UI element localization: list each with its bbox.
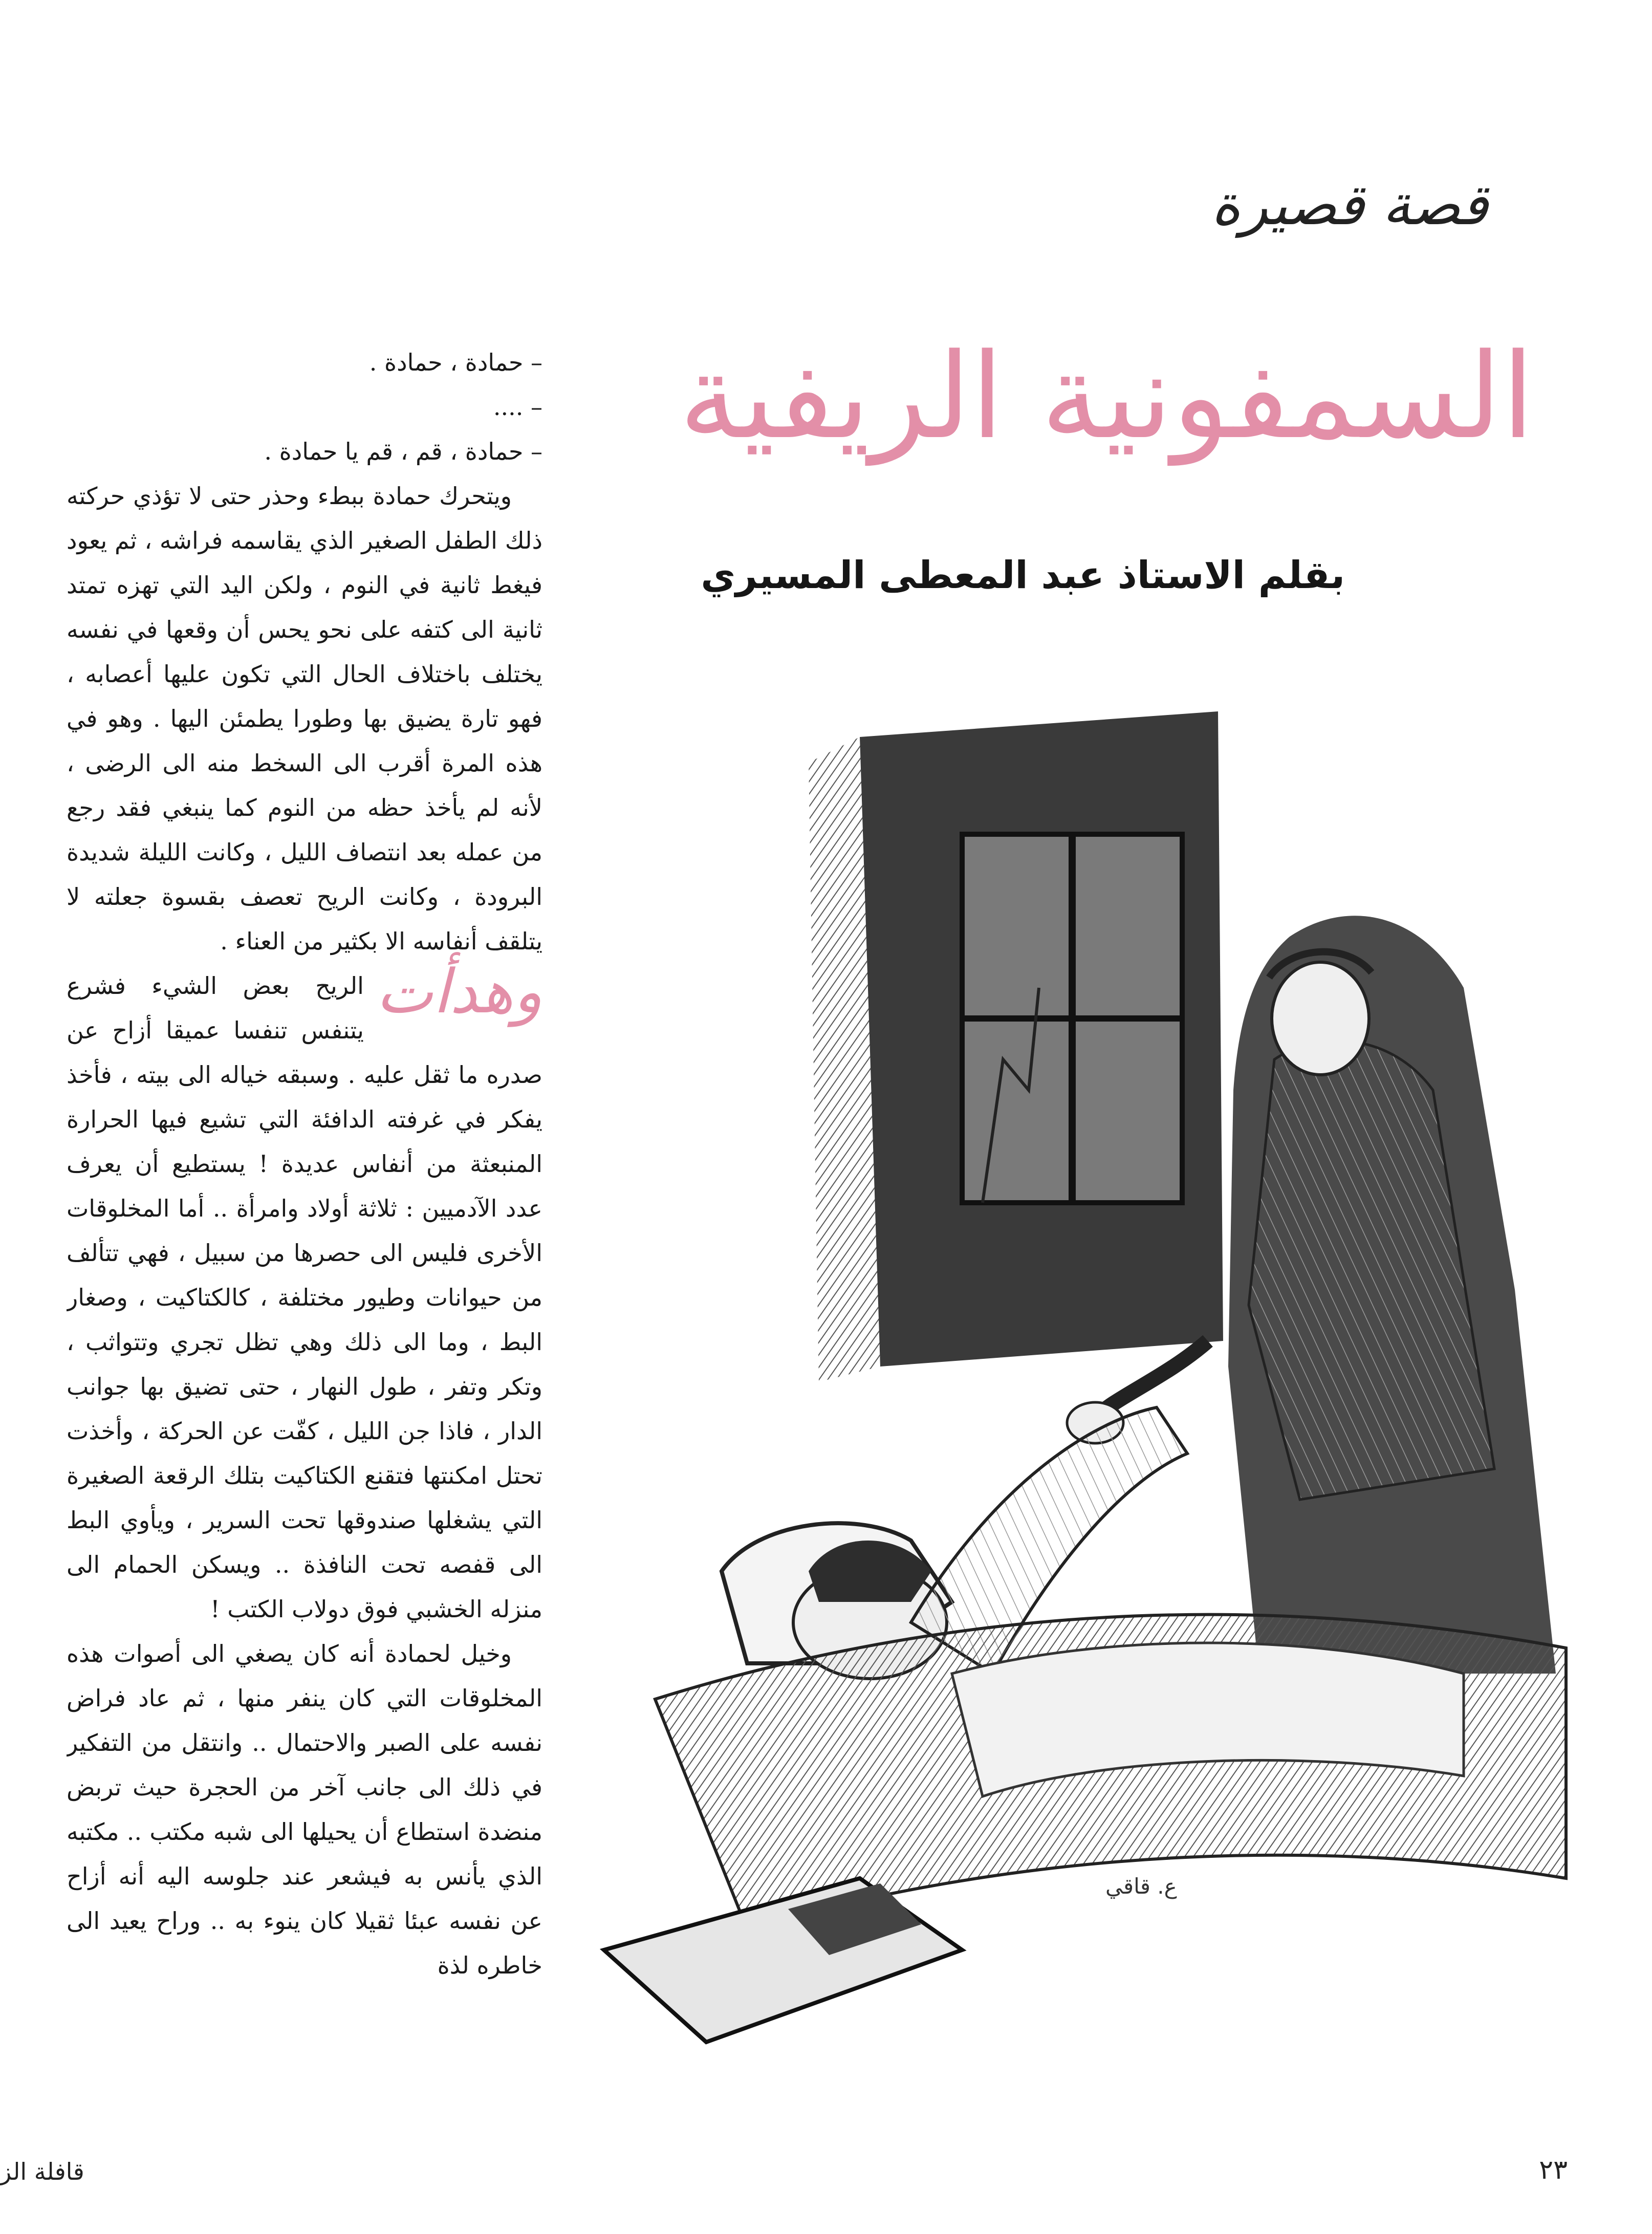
window-icon xyxy=(962,834,1182,1203)
story-paragraph-with-drop-word xyxy=(67,956,542,1632)
dialog-line: – حمادة ، حمادة . xyxy=(369,349,542,376)
story-text-column xyxy=(67,340,542,2070)
story-title: السمفونية الريفية xyxy=(679,329,1534,465)
dialog-line: – .... xyxy=(493,393,542,421)
section-label: قصة قصيرة xyxy=(1211,172,1488,237)
story-paragraph: ويتحرك حمادة ببطء وحذر حتى لا تؤذي حركته ذلك الطفل الصغير الذي يقاسمه فراشه ، ثم يعود فيغط ثانية في النوم ، ولكن اليد التي تهزه تمتد ثانية الى كتفه على نحو يحس أن وقعها في نفسه يختلف باختلاف الحال التي تكون عليها أعصابه ، فهو تارة يضيق بها وطورا يطمئن اليها . وهو في هذه المرة أقرب الى السخط منه الى الرضى ، لأنه لم يأخذ حظه من النوم كما ينبغي فقد رجع من عمله بعد انتصاف الليل ، وكانت الليلة شديدة البرودة ، وكانت الريح تعصف بقسوة جعلته لا يتلقف أنفاسه الا بكثير من العناء . xyxy=(67,482,542,955)
story-paragraph-text: الريح بعض الشيء فشرع يتنفس تنفسا عميقا أزاح عن صدره ما ثقل عليه . وسبقه خياله الى بيته ، فأخذ يفكر في غرفته الدافئة التي تشيع فيها الحرارة المنبعثة من أنفاس عديدة ! يستطيع أن يعرف عدد الآدميين : ثلاثة أولاد وامرأة .. أما المخلوقات الأخرى فليس الى حصرها من سبيل ، فهي تتألف من حيوانات وطيور مختلفة ، كالكتاكيت ، وصغار البط ، وما الى ذلك وهي تظل تجري وتتواثب ، وتكر وتفر ، طول النهار ، حتى تضيق بها جوانب الدار ، فاذا جن الليل ، كفّت عن الحركة ، وأخذت تحتل امكنتها فتقنع الكتاكيت بتلك الرقعة الصغيرة التي يشغلها صندوقها تحت السرير ، ويأوي البط الى قفصه تحت النافذة .. ويسكن الحمام الى منزله الخشبي فوق دولاب الكتب ! xyxy=(67,972,542,1623)
page-number: ٢٣ xyxy=(1539,2155,1568,2185)
decorative-drop-word: وهدأت xyxy=(376,956,542,1027)
artist-signature: ع. قاقي xyxy=(1105,1874,1177,1899)
author-byline: بقلم الاستاذ عبد المعطى المسيري xyxy=(701,553,1345,597)
book-icon xyxy=(604,1878,962,2042)
illustration-mother-waking-son xyxy=(594,701,1612,2093)
story-paragraph: وخيل لحمادة أنه كان يصغي الى أصوات هذه المخلوقات التي كان ينفر منها ، ثم عاد فراض نفسه على الصبر والاحتمال .. وانتقل من التفكير في ذلك الى جانب آخر من الحجرة حيث تربض منضدة استطاع أن يحيلها الى شبه مكتب .. مكتبه الذي يأنس به فيشعر عند جلوسه اليه أنه أزاح عن نفسه عبئا ثقيلا كان ينوء به .. وراح يعيد الى خاطره لذة xyxy=(67,1640,542,1979)
dialog-line: – حمادة ، قم ، قم يا حمادة . xyxy=(264,438,542,465)
magazine-name-footer: قافلة الز xyxy=(0,2158,84,2185)
